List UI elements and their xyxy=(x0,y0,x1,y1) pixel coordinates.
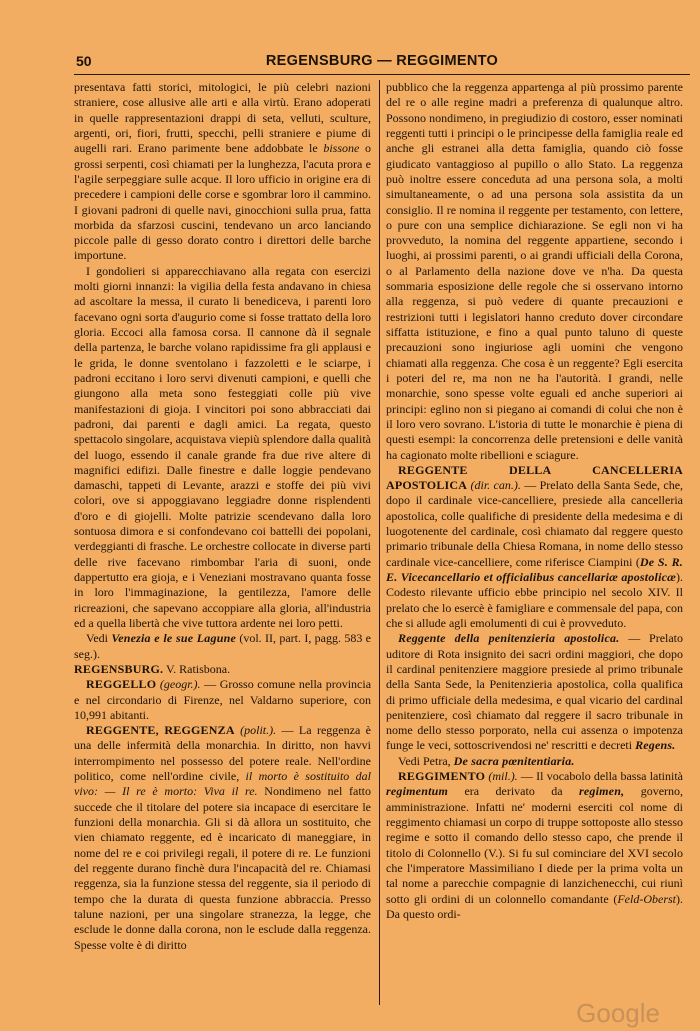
entry-text: — La reggenza è una delle infermità della monarchia. In diritto, non havvi interrompimento nel possesso del potere reale. Nell'ordine politico, come nell'ordine civile, xyxy=(74,723,371,784)
paragraph xyxy=(74,80,371,264)
entry-tag: (mil.). xyxy=(488,769,518,784)
entry-headword: REGENSBURG. xyxy=(74,661,164,676)
entry-text: — Prelato della Santa Sede, che, dopo il cardinale vice-cancelliere, presiede alla cancelleria apostolica, colle qualifiche di presidente della medesima e di luogotenente del cardinale, così chiamato dal reggere questo primario tribunale della Chiesa Romana, in nome dello stesso cardinale vice-cancelliere, come riferisce Ciampini ( xyxy=(386,478,683,569)
page-header xyxy=(74,52,690,74)
entry-headword: REGGENTE, REGGENZA xyxy=(86,723,235,738)
entry-reggimento xyxy=(386,769,683,922)
italic-term: regimen, xyxy=(579,784,625,799)
page-number: 50 xyxy=(76,53,92,69)
text-run: o grossi serpenti, così chiamati per la lunghezza, l'acuta prora e l'agile serpeggiare sulle acque. Il loro ufficio in origine era di precedere i campioni delle corse e sgombrar loro il cammino. I giovani padroni di quelle navi, ginocchioni sulla prua, fatta morbida da sfarzosi cuscini, tendevano un arco lanciando piccole palle di gesso dorato contro i direttori delle barche importune. xyxy=(74,141,371,263)
subentry-penitenzieria xyxy=(386,631,683,754)
entry-text: governo, amministrazione. Infatti ne' moderni eserciti col nome di reggimento chiamasi un corpo di truppe sottoposte allo stesso regime e sotto il comando dello stesso capo, che prende il titolo di Colonnello (V.). Si fu sul cominciare del XVI secolo che l'imperatore Massimiliano I diede per la prima volta un tal nome a parecchie compagnie di lanzichenecchi, cui riunì sotto gli ordini di un colonnello comandante ( xyxy=(386,784,683,906)
entry-text: Nondimeno nel fatto succede che il titolare del potere sia incapace di esercitare le funzioni della monarchia. Gli si dà allora un sostituito, che vien chiamato reggente, ed è incaricato di maneggiare, in nome del re e coi privilegi regali, il potere di re. Le funzioni del reggente durano finchè dura l'incapacità del re. Chiamasi reggenza, sia la funzione stessa del reggente, sia il periodo di tempo che la durata di questa funzione abbraccia. Presso talune nazioni, per una singolare stranezza, la legge, che esclude le donne dalla corona, non le esclude dalla reggenza. Spesse volte è di diritto xyxy=(74,784,371,952)
entry-headword: REGGELLO xyxy=(86,677,157,692)
italic-title: Venezia e le sue Lagune xyxy=(111,631,236,646)
entry-text: — Grosso comune nella provincia e nel circondario di Firenze, nel Valdarno superiore, con 10,991 abitanti. xyxy=(74,677,371,722)
italic-term: Feld-Oberst xyxy=(617,891,676,906)
right-column xyxy=(386,80,683,1020)
text-run: Vedi xyxy=(86,631,108,646)
paragraph xyxy=(74,264,371,632)
header-rule xyxy=(74,74,690,75)
text-run: pubblico che la reggenza appartenga al più prossimo parente del re o alle regine madri a preferenza di qualunque altro. Possono nondimeno, in pregiudizio di costoro, esser nominati reggenti tutti i principi o le principesse della famiglia reale ed anche gli estranei alla detta famiglia, quando ciò fosse giudicato vantaggioso al pupillo o allo Stato. La reggenza può inoltre essere conceduta ad una persona sola, a molti simultaneamente, o ad una persona sola assistita da un consiglio. Il re nomina il reggente per testamento, con lettere, o pure con una semplice dichiarazione. Se egli non vi ha provveduto, la nomina del reggente appartiene, secondo i luoghi, ai prossimi parenti, o ai grandi ufficiali della Corona, o al Parlamento della nazione dove ve n'ha. Da questa sommaria esposizione delle regole che si osservano intorno alla reggenza, si può vedere di quante precauzioni e restrizioni tutti i legislatori hanno creduto dover circondare siffatta istituzione, e fino a qual punto taluno di queste precauzioni sono ingiuriose agli uomini che vengono chiamati alla reggenza. Che cosa è un reggente? Egli esercita i poteri del re, ma non ne ha l'autorità. I grandi, nelle monarchie, sono spesse volte eguali ed anche superiori ai principi: eglino non si piegano ai comandi di colui che non è il loro vero sovrano. L'istoria di tutte le monarchie è piena di questi esempi: la concorrenza delle pretensioni e delle vanità ha cagionato molte ribellioni e sciagure. xyxy=(386,80,683,462)
text-columns xyxy=(74,80,690,1020)
entry-tag: (dir. can.). xyxy=(470,478,521,493)
left-column xyxy=(74,80,371,1020)
running-head: REGENSBURG — REGGIMENTO xyxy=(265,53,499,69)
paragraph xyxy=(386,80,683,463)
column-divider xyxy=(379,80,380,1005)
entry-text: — Prelato uditore di Rota insignito dei sacri ordini maggiori, che dopo il cardinal penitenziere maggiore presiede al primo tribunale della Santa Sede, la Penitenzieria apostolica, colla qualifica di primo ufficiale della medesima, e qual vicario del cardinal penitenziere, così chiamato dal reggere il sacro tribunale in nome dello stesso porporato, nella cui assenza o impotenza funge le veci, sottoscrivendosi ne' rescritti e decreti xyxy=(386,631,683,753)
text-run: presentava fatti storici, mitologici, le più celebri nazioni straniere, cose allusive alle arti e alla virtù. Erano adoperati in quelle rappresentazioni drappi di seta, velluti, sculture, argenti, ori, fiori, frutti, specchi, pelli straniere e piume di augelli rari. Erano parimente bene addobbate le xyxy=(74,80,371,156)
entry-regensburg xyxy=(74,662,371,677)
italic-title: De sacra pœnitentiaria. xyxy=(453,753,575,768)
text-run: I gondolieri si apparecchiavano alla regata con esercizi molti giorni innanzi: la vigilia della festa andavano in chiesa ad ascoltare la messa, il curato li benediceva, i parenti loro facevano ogni sorta d'augurio come si fosse trattato della loro gloria. Eccoci alla famosa corsa. Il cannone dà il segnale della partenza, le barche volano rapidissime fra gli applausi e le grida, le donne sventolano i fazzoletti e le sciarpe, i padroni eccitano i loro servi divenuti campioni, e quelli che giungono alla meta sono festeggiati colle più vive manifestazioni di gioja. I vincitori poi sono abbracciati dai padroni, dai parenti e dagli amici. La regata, questo spettacolo singolare, acquistava viepiù splendore dalla qualità del luogo, essendo il canale grande fra due rive altere di magnifici edifizi. Dalle finestre e dalle loggie pendevano damaschi, tappeti di Levante, arazzi e stoffe dei più vivi colori, ove si appoggiavano leggiadre donne risplendenti d'oro e di giojelli. Molte patrizie scendevano dalla loro sontuosa dimora e si confondevano coi battelli dei popolani, verdeggianti di frasche. Le orchestre collocate in diverse parti delle rive facevano rimbombar l'aria di suoni, onde dappertutto era gioja, e i Veneziani mostravano quanta fosse in loro l'immaginazione, la gentilezza, l'amore delle ricreazioni, che sapevano accoppiare alla gloria, all'industria ed a quella libertà che vive tuttora ardente nei loro petti. xyxy=(74,263,371,630)
entry-text: ). Codesto rilevante ufficio ebbe principio nel secolo XIV. Il prelato che lo esercè è famigliare e commensale del papa, con che si allude agli emolumenti di cui è provveduto. xyxy=(386,570,683,630)
entry-text: era derivato da xyxy=(464,784,563,799)
reference-paragraph xyxy=(386,754,683,769)
entry-text: ). Da questo ordi- xyxy=(386,891,683,921)
italic-term: regimentum xyxy=(386,784,449,799)
entry-headword: REGGENTE DELLA CANCELLERIA APOSTOLICA xyxy=(386,462,683,493)
watermark: Google xyxy=(576,998,660,1028)
italic-quote: il morto è sostituito dal vivo: — Il re è morto: Viva il re. xyxy=(74,769,371,799)
entry-reggente-cancelleria xyxy=(386,463,683,631)
text-run: (vol. II, part. I, pagg. 583 e seg.). xyxy=(74,631,371,661)
entry-headword: REGGIMENTO xyxy=(398,769,486,784)
italic-term: Regens. xyxy=(635,738,676,753)
entry-reggello xyxy=(74,677,371,723)
entry-tag: (geogr.). xyxy=(159,677,201,692)
text-run: Vedi Petra, xyxy=(398,753,451,768)
entry-text: — Il vocabolo della bassa latinità xyxy=(520,769,683,784)
italic-subheading: Reggente della penitenzieria apostolica. xyxy=(398,631,620,646)
entry-tag: (polit.). xyxy=(240,723,277,738)
entry-text: V. Ratisbona. xyxy=(166,661,231,676)
entry-reggente-reggenza xyxy=(74,723,371,953)
reference-paragraph xyxy=(74,631,371,662)
italic-title: De S. R. E. Vicecancellario et officialibus cancellariæ apostolicæ xyxy=(386,554,683,584)
italic-term: bissone xyxy=(323,141,360,156)
